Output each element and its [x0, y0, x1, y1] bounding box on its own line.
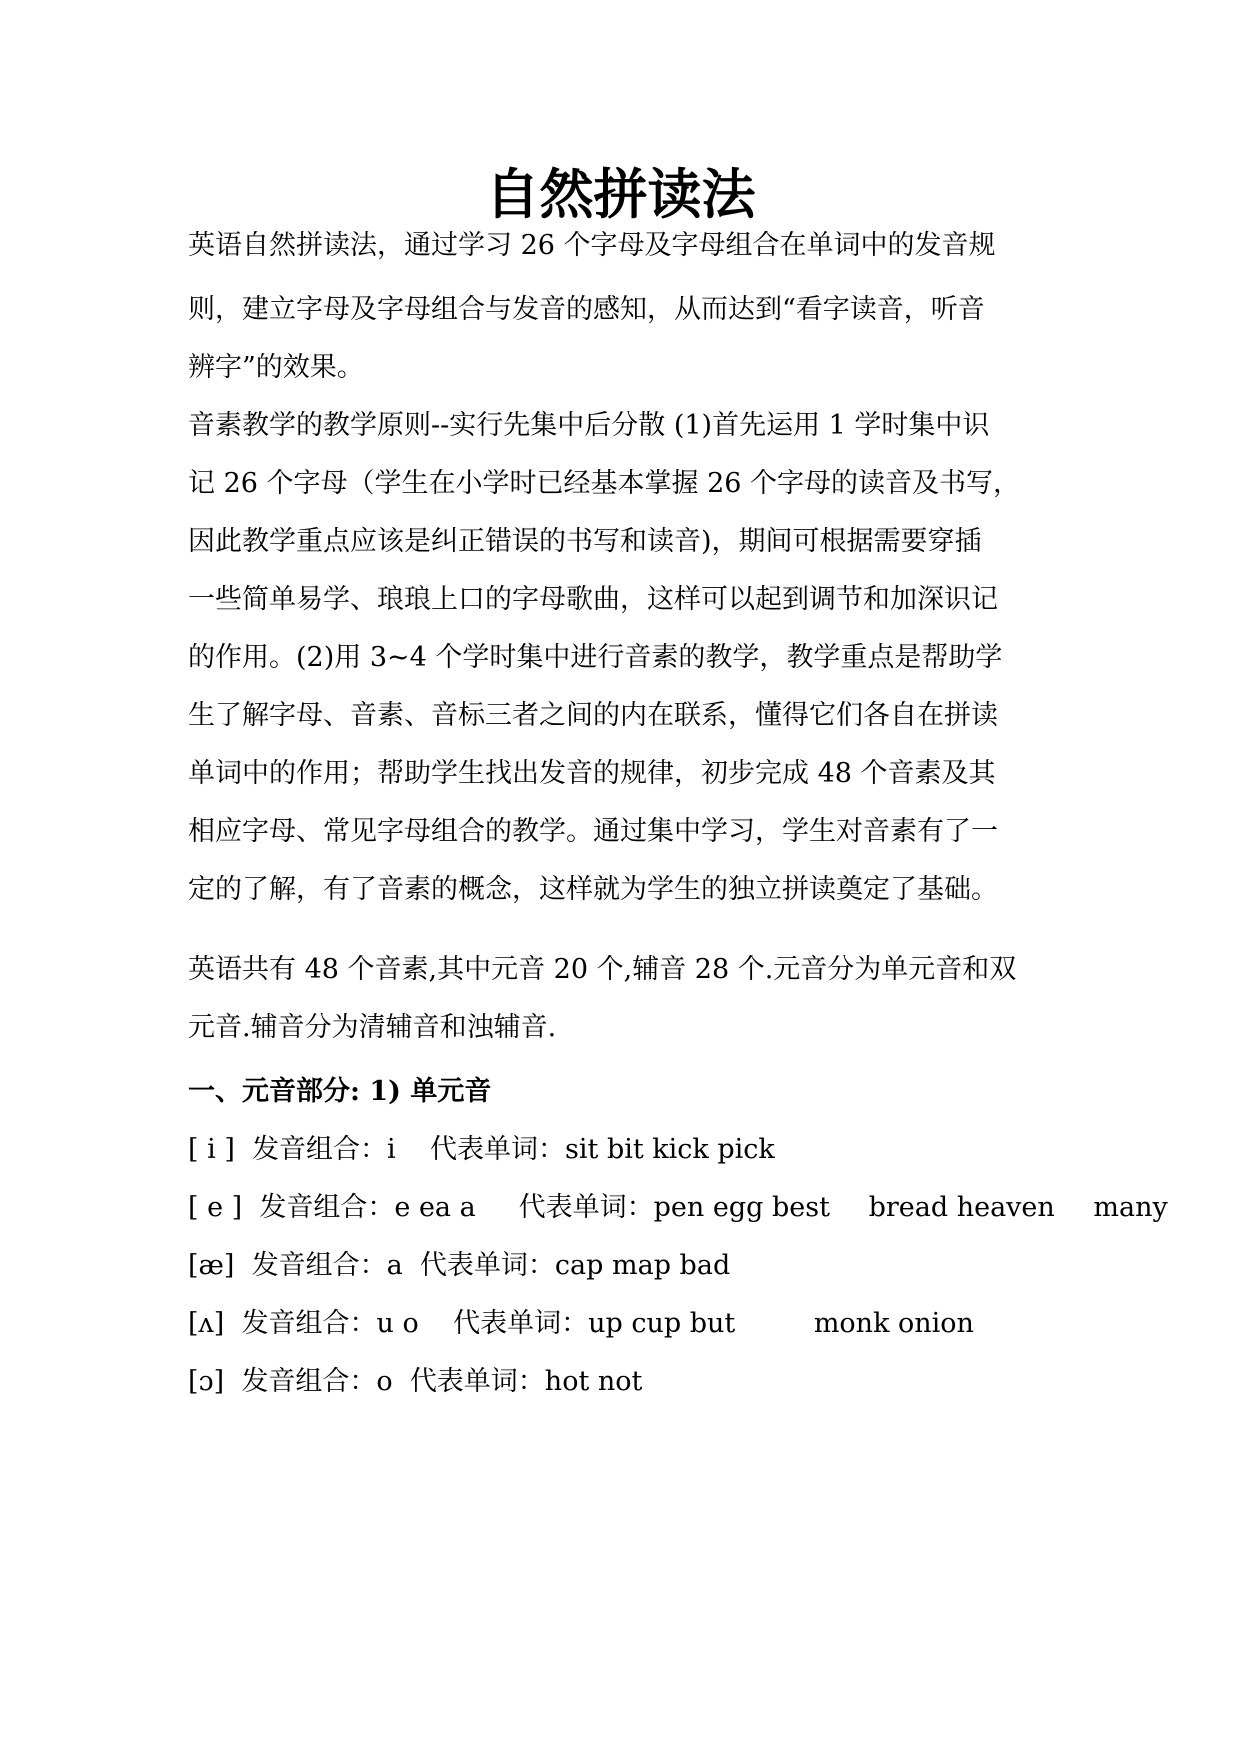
vowel-symbol: [ɔ] — [188, 1366, 225, 1397]
paragraph2-line-7: 单词中的作用；帮助学生找出发音的规律，初步完成 48 个音素及其 — [188, 758, 996, 789]
vowel-symbol: [ e ] — [188, 1192, 243, 1223]
vowel-row-ae — [188, 1246, 730, 1286]
vowel-words: 代表单词：sit bit kick pick — [430, 1134, 775, 1165]
vowel-row-wedge — [188, 1304, 974, 1344]
paragraph2-line-4: 一些简单易学、琅琅上口的字母歌曲，这样可以起到调节和加深识记 — [188, 584, 998, 615]
vowel-words-extra: bread heaven — [868, 1192, 1055, 1223]
vowel-words-extra-2: many — [1093, 1192, 1168, 1223]
vowel-combo: 发音组合：e ea a — [259, 1192, 476, 1223]
paragraph2-line-3: 因此教学重点应该是纠正错误的书写和读音)，期间可根据需要穿插 — [188, 526, 982, 557]
vowel-combo: 发音组合：o — [241, 1366, 393, 1397]
vowel-row-e — [188, 1188, 1168, 1228]
vowel-combo: 发音组合：i — [252, 1134, 396, 1165]
page-title: 自然拼读法 — [485, 163, 756, 226]
paragraph2-line-8: 相应字母、常见字母组合的教学。通过集中学习，学生对音素有了一 — [188, 816, 998, 847]
vowel-symbol: [ʌ] — [188, 1308, 225, 1339]
vowel-symbol: [æ] — [188, 1250, 235, 1281]
paragraph1-line-2: 则，建立字母及字母组合与发音的感知，从而达到“看字读音，听音 — [188, 294, 985, 325]
paragraph1-line-3: 辨字”的效果。 — [188, 352, 364, 383]
vowel-words: 代表单词：up cup but — [453, 1308, 736, 1339]
vowel-symbol: [ i ] — [188, 1134, 235, 1165]
paragraph2-line-1: 音素教学的教学原则--实行先集中后分散 (1)首先运用 1 学时集中识 — [188, 410, 990, 441]
paragraph2-line-2: 记 26 个字母（学生在小学时已经基本掌握 26 个字母的读音及书写， — [188, 468, 1021, 499]
section-heading: 一、元音部分: 1) 单元音 — [188, 1076, 492, 1107]
vowel-combo: 发音组合：a — [251, 1250, 403, 1281]
paragraph3-line-2: 元音.辅音分为清辅音和浊辅音. — [188, 1012, 557, 1043]
vowel-words: 代表单词：cap map bad — [419, 1250, 731, 1281]
vowel-row-i — [188, 1130, 775, 1170]
paragraph2-line-5: 的作用。(2)用 3~4 个学时集中进行音素的教学，教学重点是帮助学 — [188, 642, 1003, 673]
paragraph2-line-6: 生了解字母、音素、音标三者之间的内在联系，懂得它们各自在拼读 — [188, 700, 998, 731]
vowel-words: 代表单词：hot not — [409, 1366, 643, 1397]
paragraph3-line-1: 英语共有 48 个音素,其中元音 20 个,辅音 28 个.元音分为单元音和双 — [188, 954, 1017, 985]
vowel-row-open-o — [188, 1362, 642, 1402]
paragraph1-line-1: 英语自然拼读法，通过学习 26 个字母及字母组合在单词中的发音规 — [188, 230, 996, 261]
vowel-words-extra: monk onion — [813, 1308, 974, 1339]
vowel-words: 代表单词：pen egg best — [518, 1192, 830, 1223]
vowel-combo: 发音组合：u o — [241, 1308, 419, 1339]
paragraph2-line-9: 定的了解，有了音素的概念，这样就为学生的独立拼读奠定了基础。 — [188, 874, 998, 905]
